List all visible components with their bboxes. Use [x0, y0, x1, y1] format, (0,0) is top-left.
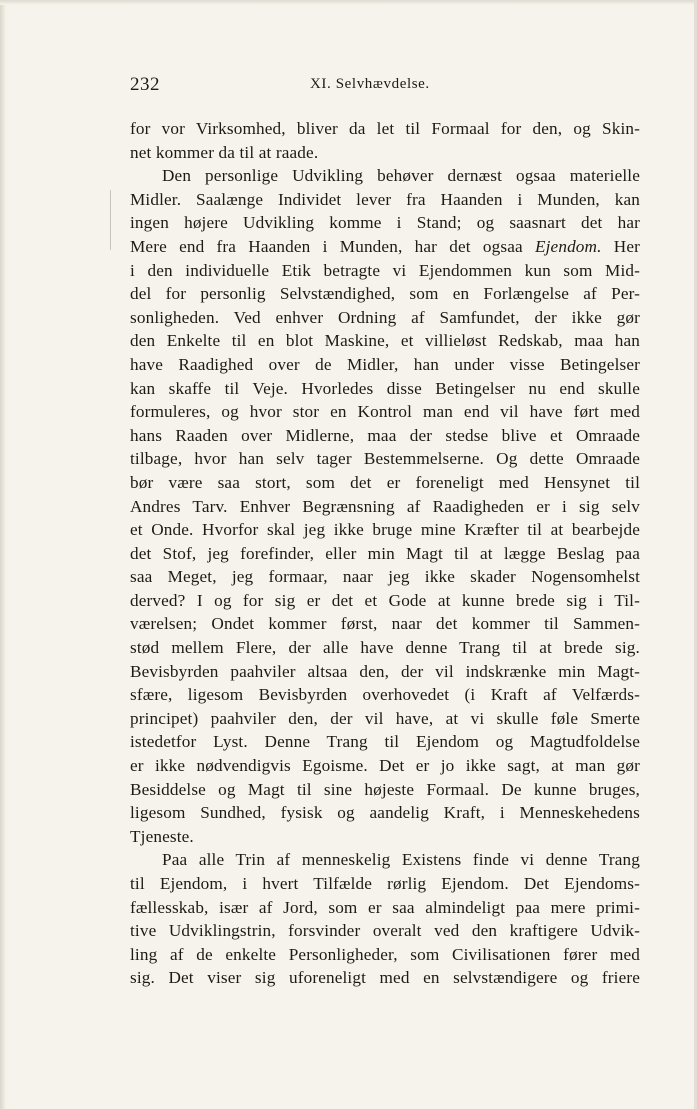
text-line: have Raadighed over de Midler, han under visse Betingelser — [130, 354, 640, 374]
italic-word: Ejendom. — [534, 236, 602, 256]
text-line: er ikke nødvendigvis Egoisme. Det er jo ikke sagt, at man gør — [130, 756, 640, 776]
text-line: derved? I og for sig er det et Gode at kunne brede sig i Til- — [130, 590, 640, 610]
text-line: ingen højere Udvikling komme i Stand; og saasnart det har — [130, 213, 640, 233]
text-line: tive Udviklingstrin, forsvinder overalt ved den kraftigere Udvik- — [130, 921, 640, 941]
text-line-tail: Her — [601, 236, 640, 256]
text-line: kan skaffe til Veje. Hvorledes disse Betingelser nu end skulle — [130, 378, 640, 398]
text-line: hans Raaden over Midlerne, maa der stedse blive et Omraade — [130, 425, 640, 445]
text-line: net kommer da til at raade. — [130, 142, 319, 162]
text-line: ling af de enkelte Personligheder, som Civilisationen fører med — [130, 944, 640, 964]
text-line-with-italic — [130, 235, 640, 259]
text-line: principet) paahviler den, der vil have, at vi skulle føle Smerte — [130, 708, 640, 728]
text-line: Besiddelse og Magt til sine højeste Formaal. De kunne bruges, — [130, 779, 640, 799]
text-line: Paa alle Trin af menneskelig Existens finde vi denne Trang — [162, 850, 640, 870]
text-line: den Enkelte til en blot Maskine, et villieløst Redskab, maa han — [130, 331, 640, 351]
text-line: sonligheden. Ved enhver Ordning af Samfundet, der ikke gør — [130, 307, 640, 327]
text-line: tilbage, hvor han selv tager Bestemmelserne. Og dette Omraade — [130, 449, 640, 469]
text-line: sfære, ligesom Bevisbyrden overhovedet (i Kraft af Velfærds- — [130, 685, 640, 705]
margin-mark — [110, 190, 111, 250]
text-line: for vor Virksomhed, bliver da let til Formaal for den, og Skin- — [130, 119, 640, 138]
page-edge-shadow-left — [0, 0, 6, 1109]
page-number: 232 — [130, 74, 160, 95]
text-line: det Stof, jeg forefinder, eller min Magt til at lægge Beslag paa — [130, 543, 640, 563]
text-line: Tjeneste. — [130, 826, 194, 846]
text-line: formuleres, og hvor stor en Kontrol man end vil have ført med — [130, 402, 640, 422]
text-line: ligesom Sundhed, fysisk og aandelig Kraft, i Menneskehedens — [130, 803, 640, 823]
text-line: Den personlige Udvikling behøver dernæst ogsaa materielle — [162, 166, 640, 186]
text-line: fællesskab, især af Jord, som er saa almindeligt paa mere primi- — [130, 897, 640, 917]
text-line: sig. Det viser sig uforeneligt med en selvstændigere og friere — [130, 968, 640, 988]
text-line: Andres Tarv. Enhver Begrænsning af Raadigheden er i sig selv — [130, 496, 640, 516]
text-line: del for personlig Selvstændighed, som en Forlængelse af Per- — [130, 284, 640, 304]
text-line: værelsen; Ondet kommer først, naar det kommer til Sammen- — [130, 614, 640, 634]
body-text — [130, 117, 640, 990]
text-line: i den individuelle Etik betragte vi Ejendommen kun som Mid- — [130, 260, 640, 280]
text-line: til Ejendom, i hvert Tilfælde rørlig Ejendom. Det Ejendoms- — [130, 874, 640, 893]
text-line: Midler. Saalænge Individet lever fra Haanden i Munden, kan — [130, 189, 640, 209]
text-line: bør være saa stort, som det er foreneligt med Hensynet til — [130, 472, 640, 492]
page-header — [130, 74, 638, 98]
running-head: XI. Selvhævdelse. — [310, 76, 430, 92]
page-edge-shadow-top — [0, 0, 697, 5]
text-line: istedetfor Lyst. Denne Trang til Ejendom og Magtudfoldelse — [130, 732, 640, 752]
text-line-lead: Mere end fra Haanden i Munden, har det ogsaa — [130, 236, 535, 256]
text-line: stød mellem Flere, der alle have denne Trang til at brede sig. — [130, 638, 640, 658]
text-line: Bevisbyrden paahviler altsaa den, der vil indskrænke min Magt- — [130, 661, 640, 681]
text-line: saa Meget, jeg formaar, naar jeg ikke skader Nogensomhelst — [130, 567, 640, 587]
text-line: et Onde. Hvorfor skal jeg ikke bruge mine Kræfter til at bearbejde — [130, 520, 640, 540]
